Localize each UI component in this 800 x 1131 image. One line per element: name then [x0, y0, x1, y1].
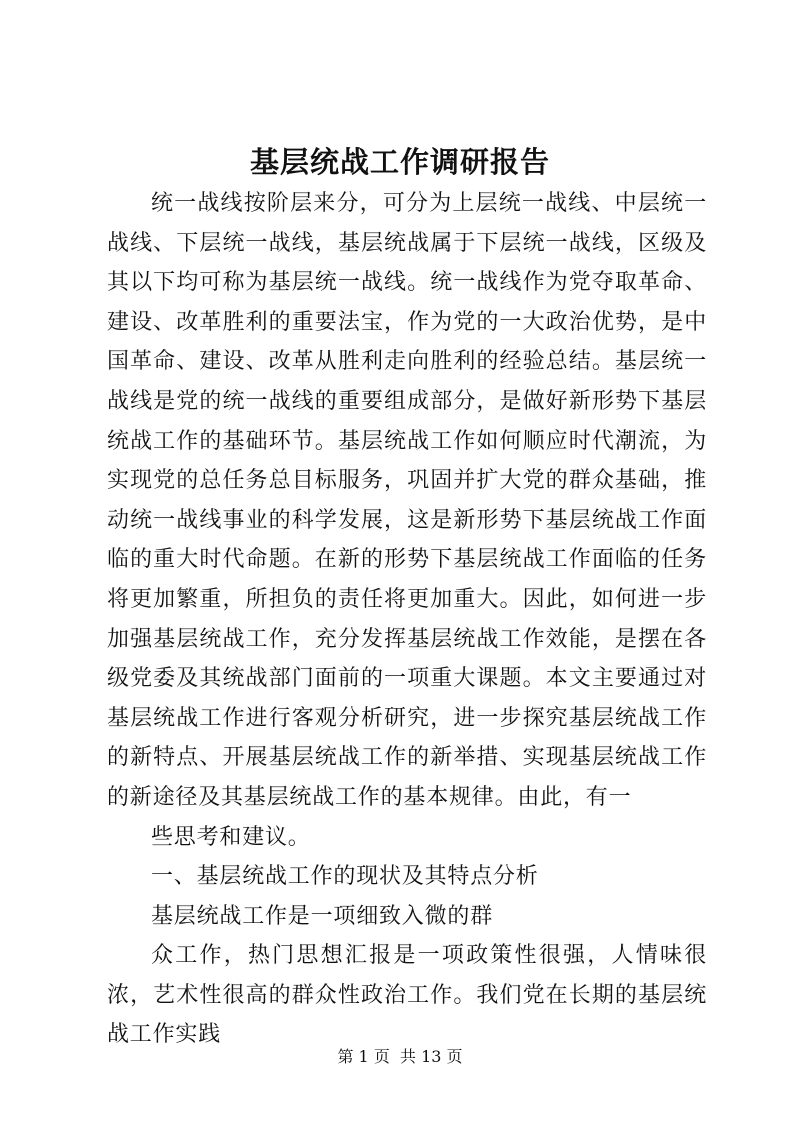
section-heading: 一、基层统战工作的现状及其特点分析	[151, 864, 539, 890]
page-number-label: 第 1 页 共 13 页	[337, 1047, 463, 1066]
paragraph-continuation: 些思考和建议。	[151, 824, 311, 850]
document-title: 基层统战工作调研报告	[249, 145, 550, 179]
document-body	[107, 184, 707, 1055]
paragraph-section-body: 众工作，热门思想汇报是一项政策性很强，人情味很浓，艺术性很高的群众性政治工作。我们党在长期的基层统战工作实践	[107, 943, 707, 1048]
paragraph-section-lead: 基层统战工作是一项细致入微的群	[151, 903, 494, 929]
page-number-footer	[0, 1045, 800, 1069]
paragraph-intro: 统一战线按阶层来分，可分为上层统一战线、中层统一战线、下层统一战线，基层统战属于下层统一战线，区级及其以下均可称为基层统一战线。统一战线作为党夺取革命、建设、改革胜利的重要法宝，作为党的一大政治优势，是中国革命、建设、改革从胜利走向胜利的经验总结。基层统一战线是党的统一战线的重要组成部分，是做好新形势下基层统战工作的基础环节。基层统战工作如何顺应时代潮流，为实现党的总任务总目标服务，巩固并扩大党的群众基础，推动统一战线事业的科学发展，这是新形势下基层统战工作面临的重大时代命题。在新的形势下基层统战工作面临的任务将更加繁重，所担负的责任将更加重大。因此，如何进一步加强基层统战工作，充分发挥基层统战工作效能，是摆在各级党委及其统战部门面前的一项重大课题。本文主要通过对基层统战工作进行客观分析研究，进一步探究基层统战工作的新特点、开展基层统战工作的新举措、实现基层统战工作的新途径及其基层统战工作的基本规律。由此，有一	[107, 191, 707, 810]
